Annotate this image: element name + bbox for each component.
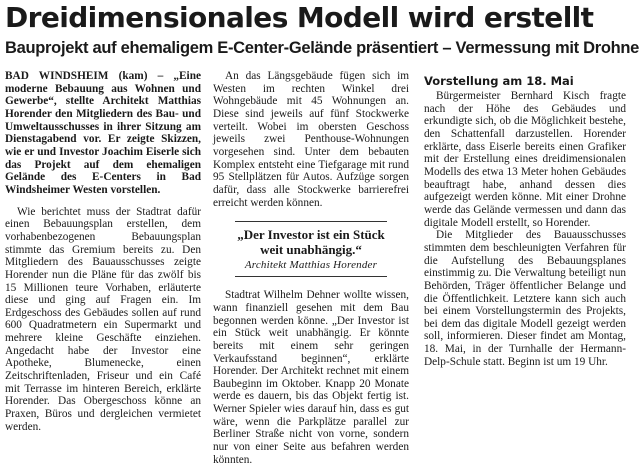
- body-paragraph: Wie berichtet muss der Stadtrat dafür einen Bebauungsplan erstellen, dem vorhabenbezogenen Bebauungsplan stimmte das Gremium bereits zu. Den Mitgliedern des Bauausschusses zeigte Horender nun die Pläne für das zwölf bis 15 Millionen teure Vorhaben, erläuterte diese und ging auf Fragen ein. Im Erdgeschoss des Gebäudes sollen auf rund 600 Quadratmetern ein Supermarkt und mehrere kleine Geschäfte einziehen. Angedacht habe der Investor eine Apotheke, Blumenecke, einen Zeitschriftenladen, Friseur und ein Café mit Terrasse im hinteren Bereich, erklärte Horender. Das Obergeschoss könne an Praxen, Büros und dergleichen vermietet werden.: [5, 205, 201, 433]
- pull-quote: „Der Investor ist ein Stück weit unabhängig.“: [237, 227, 385, 258]
- body-paragraph: Stadtrat Wilhelm Dehner wollte wissen, wann finanziell gesehen mit dem Bau begonnen werden könne. „Der Investor ist ein Stück weit unabhängig. Er könnte bereits mit einem sehr geringen Verkaufsstand beginnen“, erklärte Horender. Der Architekt rechnet mit einem Baubeginn im Oktober. Knapp 20 Monate werde es dauern, bis das Objekt fertig ist. Werner Spieler wies darauf hin, dass es gut wäre, wenn die Parkplätze parallel zur Berliner Straße nicht von vorne, sondern nur von einer Seite aus befahren werden könnten.: [213, 289, 409, 466]
- pull-quote-attribution: Architekt Matthias Horender: [244, 259, 378, 272]
- pull-quote-box: [235, 221, 387, 277]
- body-paragraph: An das Längsgebäude fügen sich im Westen im rechten Winkel drei Wohngebäude mit 45 Wohnungen an. Diese sind jeweils auf fünf Stockwerke verteilt. Wobei im obersten Geschoss jeweils zwei Penthouse-Wohnungen vorgesehen sind. Unter dem bebauten Komplex entsteht eine Tiefgarage mit rund 95 Stellplätzen für Autos. Aufzüge sorgen dafür, dass alle Stockwerke barrierefrei erreicht werden können.: [213, 70, 409, 209]
- section-subheading: Vorstellung am 18. Mai: [424, 74, 574, 88]
- lead-paragraph: BAD WINDSHEIM (kam) – „Eine moderne Bebauung aus Wohnen und Gewerbe“, stellte Architekt Matthias Horender den Mitgliedern des Bau- und Umweltausschusses in ihrer Sitzung am Dienstagabend vor. Er zeigte Skizzen, wie er und Investor Joachim Eiserle sich das Projekt auf dem ehemaligen Gelände des E-Centers in Bad Windsheimer Westen vorstellen.: [5, 70, 201, 196]
- headline: Dreidimensionales Modell wird erstellt: [5, 1, 594, 34]
- column-2: [213, 70, 409, 466]
- subheadline: Bauprojekt auf ehemaligem E-Center-Gelände präsentiert – Vermessung mit Drohne: [5, 39, 639, 57]
- column-3: [424, 70, 626, 423]
- body-paragraph: Bürgermeister Bernhard Kisch fragte nach der Höhe des Gebäudes und erkundigte sich, ob die Möglichkeit bestehe, den Schattenfall darzustellen. Horender erklärte, dass Eiserle bereits einen Grafiker mit der Erstellung eines dreidimensionalen Modells des etwa 13 Meter hohen Gebäudes beauftragt habe, anhand dessen dies aufgezeigt werden könne. Mit einer Drohne werde das Gelände vermessen und dann das digitale Modell erstellt, so Horender.: [424, 90, 626, 229]
- column-1: [5, 70, 201, 433]
- body-paragraph: Die Mitglieder des Bauausschusses stimmten dem beschleunigten Verfahren für die Aufstellung des Bebauungsplanes einstimmig zu. Die Verwaltung beteiligt nun Behörden, Träger öffentlicher Belange und die Öffentlichkeit. Letztere kann sich auch bei einem Vorstellungstermin des Projekts, bei dem das digitale Modell gezeigt werden soll, informieren. Dieser findet am Montag, 18. Mai, in der Turnhalle der Hermann-Delp-Schule statt. Beginn ist um 19 Uhr.: [424, 229, 626, 368]
